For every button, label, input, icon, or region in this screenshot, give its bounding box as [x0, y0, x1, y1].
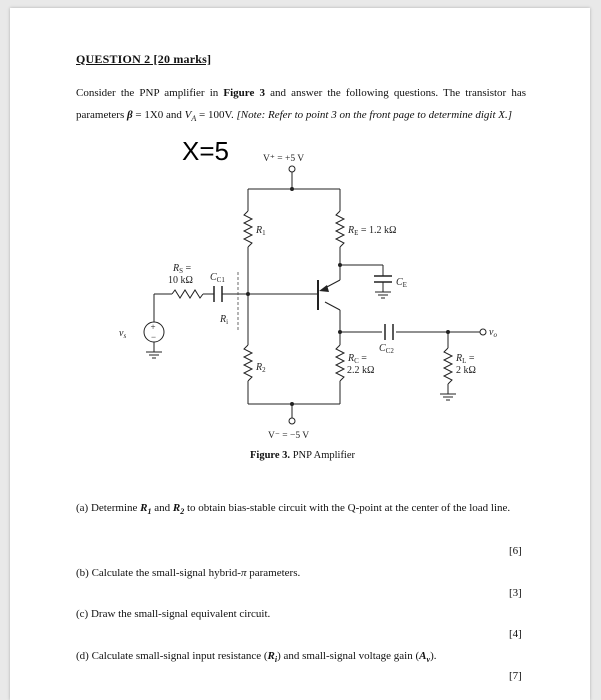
rl-label: $R_L$ =: [456, 353, 475, 365]
vs-label: $v_s$: [119, 328, 127, 340]
rs-resistor: [172, 290, 203, 298]
rc-label: $R_C$ =: [348, 353, 367, 365]
rs-value: 10 kΩ: [168, 275, 193, 286]
ce-capacitor: [374, 276, 392, 282]
part-b-text: (b) Calculate the small-signal hybrid-π parameters.: [76, 567, 301, 579]
rl-resistor: [444, 348, 452, 384]
vplus-label: V⁺ = +5 V: [263, 154, 305, 164]
source-minus-sign: −: [151, 332, 157, 342]
part-a-marks: [6]: [509, 545, 522, 557]
vplus-terminal: [289, 166, 295, 172]
question-heading: QUESTION 2 [20 marks]: [76, 52, 212, 66]
part-d-text: (d) Calculate small-signal input resistance $(R_i)$ and small-signal voltage gain $(A_v)$.: [76, 650, 437, 665]
rs-label: $R_S$ =: [173, 263, 192, 275]
vminus-terminal: [289, 418, 295, 424]
note-text: [Note: Refer to point 3 on the front page to determine digit X.]: [236, 109, 513, 121]
rc-resistor: [336, 345, 344, 381]
part-d-marks: [7]: [509, 670, 522, 682]
cc2-capacitor: [385, 324, 393, 340]
handwritten-x-value: X=5: [182, 136, 229, 166]
cc2-label: $C_{C2}$: [379, 343, 394, 355]
beta-symbol: β: [127, 109, 133, 121]
re-label: $R_E = 1.2$ kΩ: [348, 225, 397, 237]
r1-resistor: [244, 211, 252, 247]
rc-value: 2.2 kΩ: [347, 365, 375, 376]
figure-caption: Figure 3. PNP Amplifier: [250, 450, 356, 461]
vo-label: $v_o$: [489, 327, 497, 339]
r1-label: $R_1$: [256, 225, 266, 237]
question-intro: Consider the PNP amplifier in Figure 3 and answer the following questions. The transistor has parameters β = 1X0 and $V_A = 100V$. [Note: Refer to point 3 on the front page to determine digit X.]: [76, 87, 526, 124]
part-a-text: (a) Determine $R_1$ and $R_2$ to obtain bias-stable circuit with the Q-point at the center of the load line.: [76, 502, 511, 517]
source-plus-sign: +: [150, 322, 156, 332]
part-b-marks: [3]: [509, 587, 522, 599]
r2-resistor: [244, 345, 252, 381]
rl-value: 2 kΩ: [456, 365, 476, 376]
cc1-capacitor: [214, 286, 222, 302]
re-resistor: [336, 211, 344, 247]
collector-lead: [325, 302, 340, 310]
part-c-text: (c) Draw the small-signal equivalent circuit.: [76, 608, 271, 620]
emitter-arrow: [319, 285, 329, 292]
part-c-marks: [4]: [509, 628, 522, 640]
ri-label: $R_i$: [220, 314, 229, 326]
vo-terminal: [480, 329, 486, 335]
r2-label: $R_2$: [256, 362, 266, 374]
figure-reference: Figure 3: [223, 87, 265, 99]
vminus-label: V⁻ = −5 V: [268, 431, 310, 441]
cc1-label: $C_{C1}$: [210, 272, 225, 284]
ce-label: $C_E$: [396, 277, 407, 289]
